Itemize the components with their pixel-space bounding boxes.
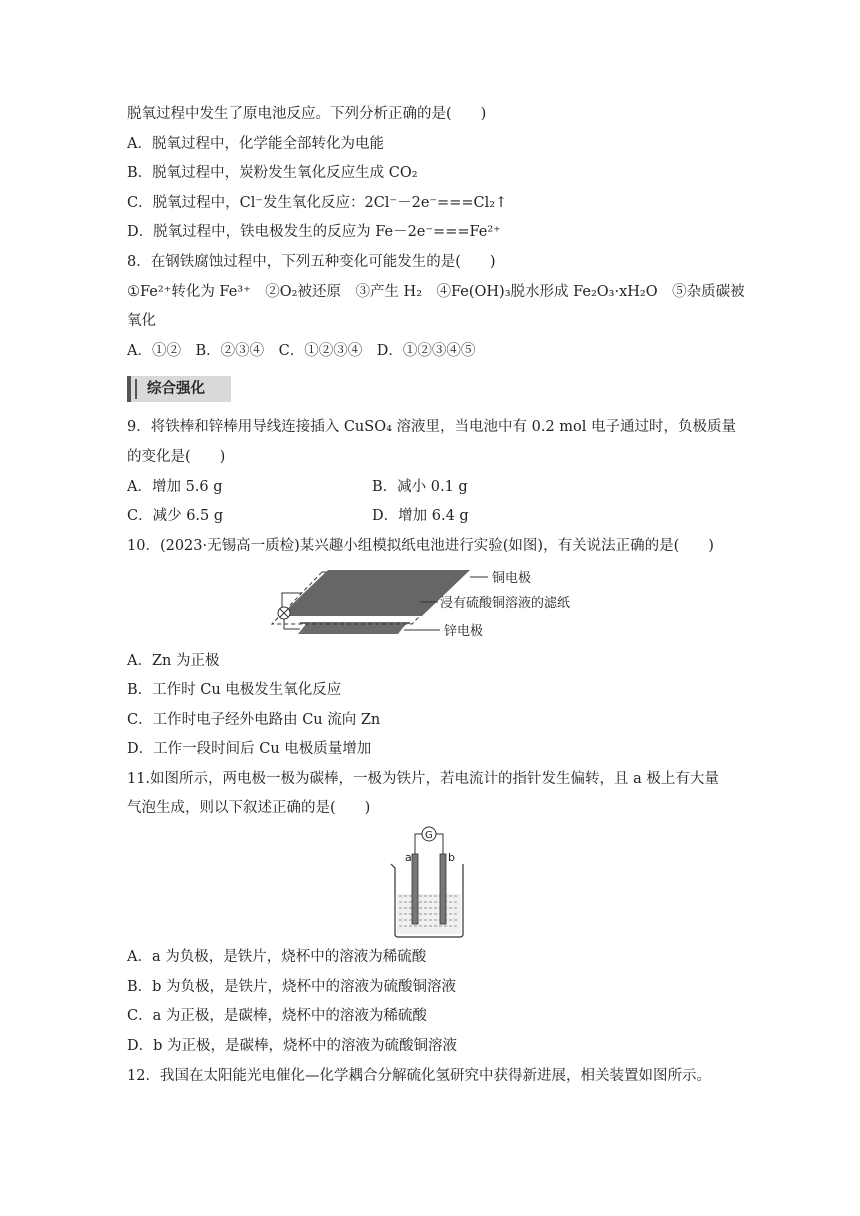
- q11-option-d: D．b 为正极，是碳棒，烧杯中的溶液为硫酸铜溶液: [127, 1038, 458, 1054]
- galvanometer-label: G: [425, 830, 433, 841]
- q7-option-c: C．脱氧过程中，Cl⁻发生氧化反应：2Cl⁻－2e⁻===Cl₂↑: [127, 195, 508, 211]
- q7-option-b: B．脱氧过程中，炭粉发生氧化反应生成 CO₂: [127, 165, 418, 181]
- q11-option-a: A．a 为负极，是铁片，烧杯中的溶液为稀硫酸: [127, 949, 427, 965]
- q9-stem-line1: 9．将铁棒和锌棒用导线连接插入 CuSO₄ 溶液里，当电池中有 0.2 mol 电子通过时，负极质量: [127, 419, 737, 435]
- label-copper-electrode: 铜电极: [492, 571, 532, 586]
- q11-option-b: B．b 为负极，是铁片，烧杯中的溶液为硫酸铜溶液: [127, 979, 457, 995]
- q9-option-a: A．增加 5.6 g: [127, 479, 223, 495]
- section-header-tick: [135, 379, 137, 399]
- label-zinc-electrode: 锌电极: [444, 624, 484, 639]
- q10-option-d: D．工作一段时间后 Cu 电极质量增加: [127, 741, 372, 757]
- q8-options: A．①② B．②③④ C．①②③④ D．①②③④⑤: [127, 343, 476, 359]
- q10-stem: 10．(2023·无锡高一质检)某兴趣小组模拟纸电池进行实验(如图)，有关说法正确的是( ): [127, 538, 714, 554]
- q11-stem-line2: 气泡生成，则以下叙述正确的是( ): [127, 800, 371, 816]
- q10-option-a: A．Zn 为正极: [127, 653, 220, 669]
- wire-to-a: [415, 834, 422, 854]
- q10-option-b: B．工作时 Cu 电极发生氧化反应: [127, 682, 342, 698]
- wire-to-b: [436, 834, 443, 854]
- q8-stem: 8．在钢铁腐蚀过程中，下列五种变化可能发生的是( ): [127, 254, 496, 270]
- q9-stem-line2: 的变化是( ): [127, 449, 226, 465]
- q7-stem-tail: 脱氧过程中发生了原电池反应。下列分析正确的是( ): [127, 106, 487, 122]
- electrode-a-label: a: [405, 851, 412, 864]
- galvanic-cell-figure: [385, 824, 475, 940]
- q12-stem: 12．我国在太阳能光电催化—化学耦合分解硫化氢研究中获得新进展，相关装置如图所示。: [127, 1068, 711, 1084]
- zinc-electrode-plate: [298, 624, 406, 634]
- q11-option-c: C．a 为正极，是碳棒，烧杯中的溶液为稀硫酸: [127, 1008, 427, 1024]
- section-header: [127, 376, 231, 402]
- electrode-b-label: b: [448, 851, 455, 864]
- q8-items-line1: ①Fe²⁺转化为 Fe³⁺ ②O₂被还原 ③产生 H₂ ④Fe(OH)₃脱水形成 Fe₂O₃·xH₂O ⑤杂质碳被: [127, 284, 745, 300]
- q8-items-line2: 氧化: [127, 313, 156, 329]
- electrode-a: [412, 854, 418, 924]
- q7-option-a: A．脱氧过程中，化学能全部转化为电能: [127, 136, 384, 152]
- q9-option-b: B．减小 0.1 g: [372, 479, 468, 495]
- electrode-b: [440, 854, 446, 924]
- label-filter-paper: 浸有硫酸铜溶液的滤纸: [440, 596, 571, 611]
- q10-option-c: C．工作时电子经外电路由 Cu 流向 Zn: [127, 712, 381, 728]
- q9-option-d: D．增加 6.4 g: [372, 508, 469, 524]
- q11-stem-line1: 11.如图所示，两电极一极为碳棒，一极为铁片，若电流计的指针发生偏转，且 a 极上有大量: [127, 771, 719, 787]
- q9-option-c: C．减少 6.5 g: [127, 508, 224, 524]
- q7-option-d: D．脱氧过程中，铁电极发生的反应为 Fe－2e⁻===Fe²⁺: [127, 224, 501, 240]
- section-title: 综合强化: [147, 381, 205, 397]
- paper-battery-figure: [270, 566, 590, 644]
